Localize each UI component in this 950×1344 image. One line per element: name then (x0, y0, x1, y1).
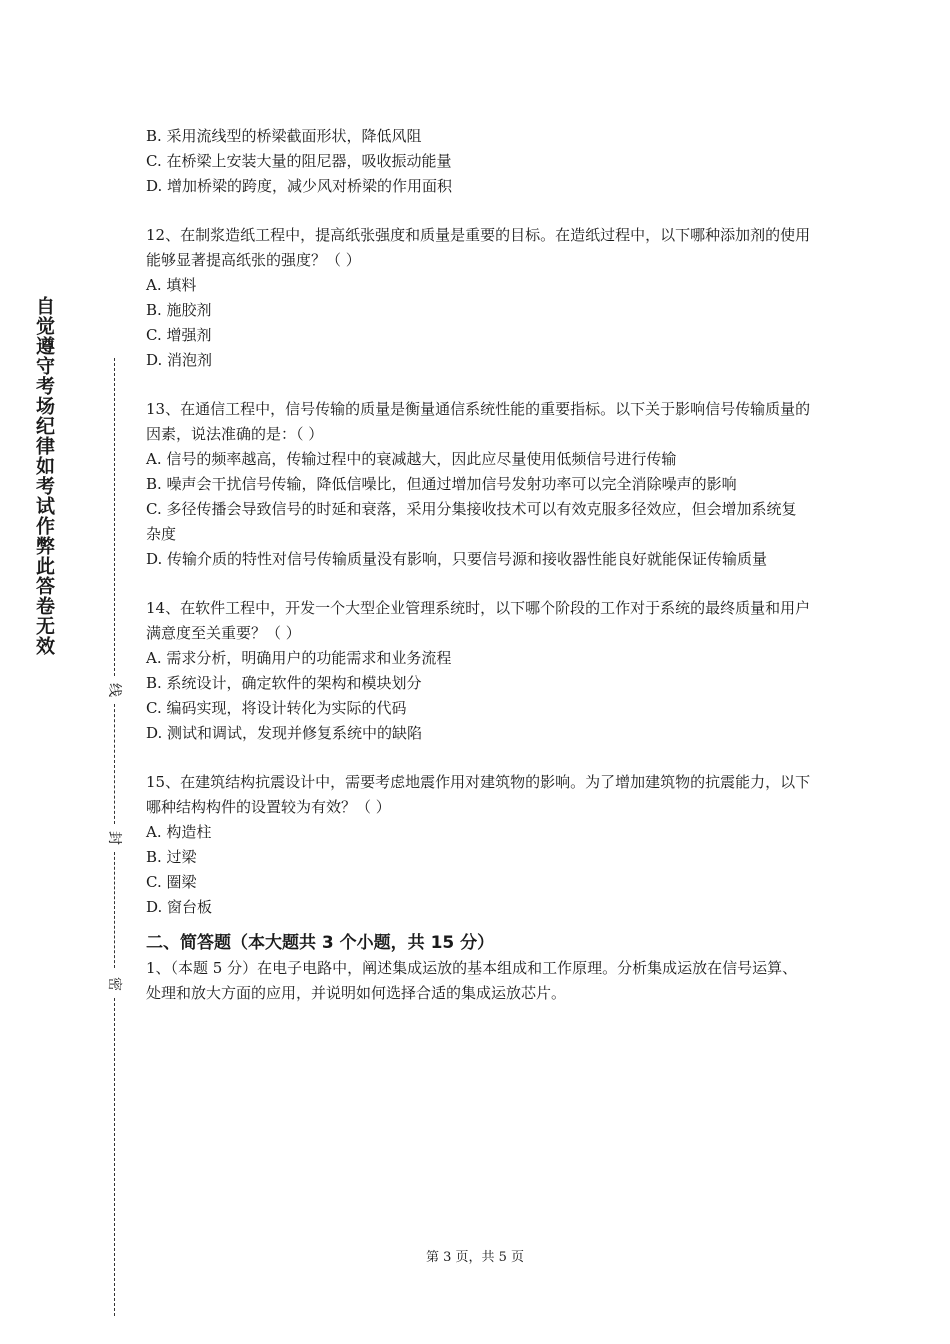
dashed-line-segment (114, 852, 115, 968)
question-15 (146, 770, 811, 920)
binding-mark-secret: 密 (105, 975, 125, 993)
section-2-question-1: 1、（本题 5 分）在电子电路中，阐述集成运放的基本组成和工作原理。分析集成运放在信号运算、处理和放大方面的应用，并说明如何选择合适的集成运放芯片。 (146, 959, 798, 1002)
q11-option-c: C. 在桥梁上安装大量的阻尼器，吸收振动能量 (146, 152, 452, 170)
q15-option-b: B. 过梁 (146, 848, 197, 866)
q12-stem: 12、在制浆造纸工程中，提高纸张强度和质量是重要的目标。在造纸过程中，以下哪种添加剂的使用能够显著提高纸张的强度？（ ） (146, 226, 811, 269)
q14-option-a: A. 需求分析，明确用户的功能需求和业务流程 (146, 649, 452, 667)
q13-option-c: C. 多径传播会导致信号的时延和衰落，采用分集接收技术可以有效克服多径效应，但会增加系统复杂度 (146, 500, 797, 543)
question-14 (146, 596, 811, 746)
q11-option-b: B. 采用流线型的桥梁截面形状，降低风阻 (146, 127, 422, 145)
dashed-line-segment (114, 358, 115, 676)
q12-option-c: C. 增强剂 (146, 326, 212, 344)
q15-option-a: A. 构造柱 (146, 823, 212, 841)
q12-option-b: B. 施胶剂 (146, 301, 212, 319)
q15-option-d: D. 窗台板 (146, 898, 213, 916)
section-2-title: 二、简答题（本大题共 3 个小题，共 15 分） (146, 933, 495, 953)
q12-option-d: D. 消泡剂 (146, 351, 213, 369)
q14-option-d: D. 测试和调试，发现并修复系统中的缺陷 (146, 724, 423, 742)
q13-option-d: D. 传输介质的特性对信号传输质量没有影响，只要信号源和接收器性能良好就能保证传输质量 (146, 550, 768, 568)
q15-stem: 15、在建筑结构抗震设计中，需要考虑地震作用对建筑物的影响。为了增加建筑物的抗震能力，以下哪种结构构件的设置较为有效？（ ） (146, 773, 811, 816)
dashed-line-segment (114, 998, 115, 1316)
q14-option-b: B. 系统设计，确定软件的架构和模块划分 (146, 674, 422, 692)
q14-stem: 14、在软件工程中，开发一个大型企业管理系统时，以下哪个阶段的工作对于系统的最终质量和用户满意度至关重要？（ ） (146, 599, 811, 642)
question-11-options (146, 124, 811, 199)
q13-stem: 13、在通信工程中，信号传输的质量是衡量通信系统性能的重要指标。以下关于影响信号传输质量的因素，说法准确的是：（ ） (146, 400, 811, 443)
q15-option-c: C. 圈梁 (146, 873, 197, 891)
page-number: 第 3 页，共 5 页 (425, 1250, 525, 1265)
exam-content (146, 124, 811, 1006)
q11-option-d: D. 增加桥梁的跨度，减少风对桥梁的作用面积 (146, 177, 453, 195)
binding-line (105, 358, 125, 1318)
exam-discipline-warning: 自觉遵守考场纪律如考试作弊此答卷无效 (33, 296, 55, 656)
binding-mark-line: 线 (105, 681, 125, 699)
question-13 (146, 397, 811, 572)
dashed-line-segment (114, 704, 115, 824)
q13-option-a: A. 信号的频率越高，传输过程中的衰减越大，因此应尽量使用低频信号进行传输 (146, 450, 677, 468)
q13-option-b: B. 噪声会干扰信号传输，降低信噪比，但通过增加信号发射功率可以完全消除噪声的影响 (146, 475, 737, 493)
q12-option-a: A. 填料 (146, 276, 197, 294)
q14-option-c: C. 编码实现，将设计转化为实际的代码 (146, 699, 407, 717)
binding-mark-seal: 封 (105, 829, 125, 847)
question-12 (146, 223, 811, 373)
